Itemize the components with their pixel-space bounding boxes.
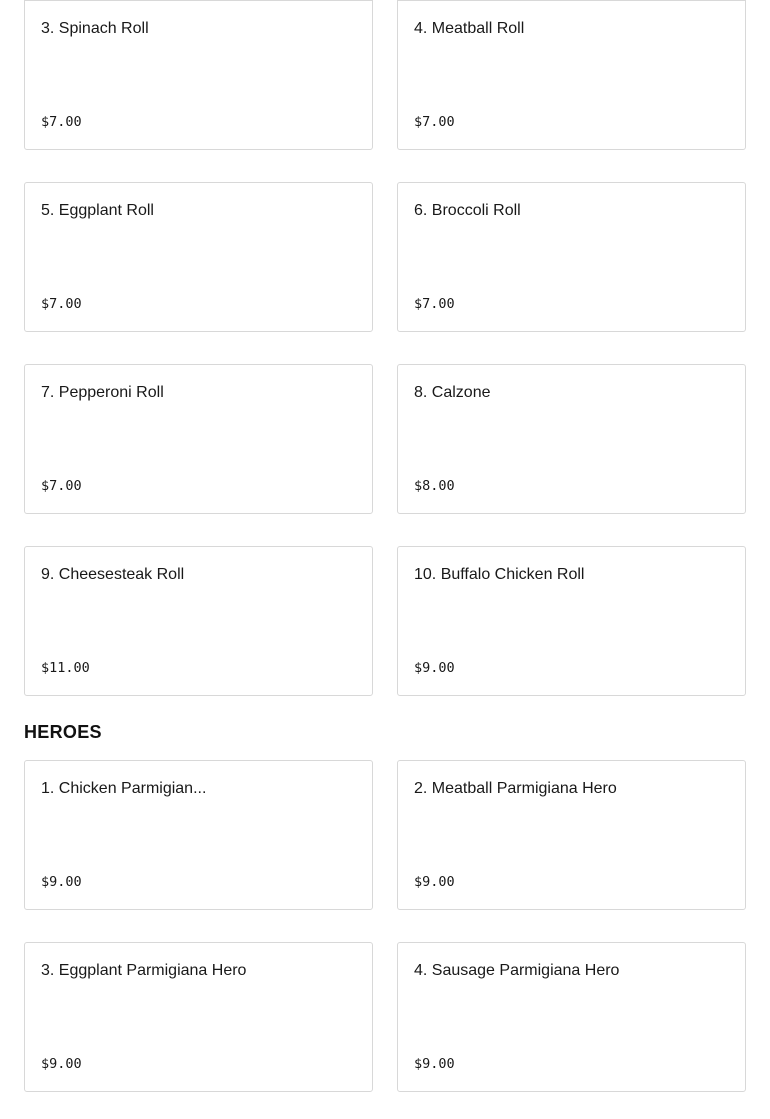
- menu-item-name: 3. Spinach Roll: [41, 20, 149, 37]
- menu-item-name: 3. Eggplant Parmigiana Hero: [41, 962, 247, 979]
- menu-item-price: $7.00: [41, 114, 82, 130]
- menu-item-card[interactable]: [397, 0, 746, 150]
- menu-item-price: $7.00: [41, 296, 82, 312]
- menu-item-name: 1. Chicken Parmigian...: [41, 780, 207, 797]
- menu-item-name: 4. Meatball Roll: [414, 20, 525, 37]
- menu-item-card[interactable]: [397, 182, 746, 332]
- rolls-menu-grid: [24, 0, 746, 696]
- menu-item-card[interactable]: [24, 0, 373, 150]
- menu-item-card[interactable]: [24, 364, 373, 514]
- menu-item-price: $9.00: [414, 660, 455, 676]
- menu-item-card[interactable]: [397, 760, 746, 910]
- menu-item-price: $7.00: [414, 296, 455, 312]
- section-title-heroes: HEROES: [24, 722, 102, 742]
- menu-item-card[interactable]: [397, 364, 746, 514]
- menu-item-price: $9.00: [41, 874, 82, 890]
- menu-item-name: 7. Pepperoni Roll: [41, 384, 164, 401]
- menu-item-card[interactable]: [24, 546, 373, 696]
- menu-item-name: 4. Sausage Parmigiana Hero: [414, 962, 620, 979]
- menu-item-price: $11.00: [41, 660, 90, 676]
- menu-item-name: 10. Buffalo Chicken Roll: [414, 566, 585, 583]
- menu-item-price: $7.00: [41, 478, 82, 494]
- menu-item-price: $9.00: [414, 1056, 455, 1072]
- menu-item-price: $8.00: [414, 478, 455, 494]
- menu-item-price: $7.00: [414, 114, 455, 130]
- menu-item-price: $9.00: [41, 1056, 82, 1072]
- menu-item-card[interactable]: [397, 942, 746, 1092]
- menu-item-name: 5. Eggplant Roll: [41, 202, 154, 219]
- menu-item-price: $9.00: [414, 874, 455, 890]
- menu-item-card[interactable]: [397, 546, 746, 696]
- menu-item-name: 9. Cheesesteak Roll: [41, 566, 185, 583]
- menu-item-card[interactable]: [24, 942, 373, 1092]
- menu-item-card[interactable]: [24, 182, 373, 332]
- menu-item-card[interactable]: [24, 760, 373, 910]
- menu-item-name: 2. Meatball Parmigiana Hero: [414, 780, 617, 797]
- menu-item-name: 6. Broccoli Roll: [414, 202, 521, 219]
- menu-item-name: 8. Calzone: [414, 384, 491, 401]
- heroes-menu-grid: [24, 760, 746, 1092]
